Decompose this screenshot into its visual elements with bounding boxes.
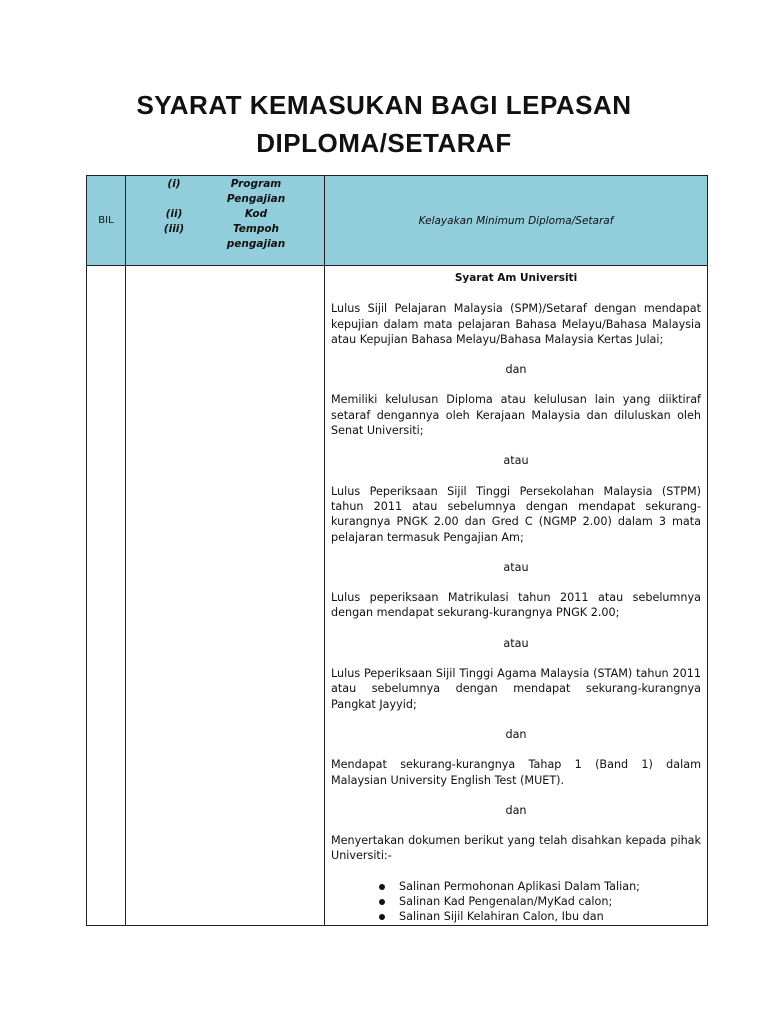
requirement-paragraph: Mendapat sekurang-kurangnya Tahap 1 (Band 1) dalam Malaysian University English Test (MUET).: [331, 758, 701, 787]
cell-kelayakan: [325, 266, 708, 926]
list-item-text: Salinan Permohonan Aplikasi Dalam Talian;: [399, 879, 640, 893]
header-kelayakan: Kelayakan Minimum Diploma/Setaraf: [325, 176, 708, 266]
item-number: (ii): [165, 208, 183, 220]
header-program: [126, 176, 325, 266]
document-list: [331, 879, 701, 925]
connector-text: atau: [503, 636, 529, 650]
title-line-1: SYARAT KEMASUKAN BAGI LEPASAN: [136, 90, 632, 120]
requirement-paragraph: Lulus Peperiksaan Sijil Tinggi Agama Malaysia (STAM) tahun 2011 atau sebelumnya dengan mendapat sekurang-kurangnya Pangkat Jayyid;: [331, 667, 701, 711]
item-text: Tempoh: [232, 223, 280, 235]
requirement-paragraph: Lulus Sijil Pelajaran Malaysia (SPM)/Setaraf dengan mendapat kepujian dalam mata pelajaran Bahasa Melayu/Bahasa Malaysia atau Kepujian Bahasa Melayu/Bahasa Malaysia Kertas Julai;: [331, 302, 701, 346]
connector-text: atau: [503, 454, 529, 468]
bullet-icon: [379, 899, 385, 905]
list-item-text: Salinan Sijil Kelahiran Calon, Ibu dan: [399, 910, 604, 924]
requirement-paragraph: Menyertakan dokumen berikut yang telah disahkan kepada pihak Universiti:-: [331, 834, 701, 863]
cell-bil: [87, 266, 126, 926]
requirement-paragraph: Lulus peperiksaan Matrikulasi tahun 2011 atau sebelumnya dengan mendapat sekurang-kurangnya PNGK 2.00;: [331, 591, 701, 620]
item-number: (iii): [163, 223, 185, 235]
requirement-paragraph: Lulus Peperiksaan Sijil Tinggi Persekolahan Malaysia (STPM) tahun 2011 atau sebelumnya dengan mendapat sekurang-kurangnya PNGK 2.00 dan Gred C (NGMP 2.00) dalam 3 mata pelajaran termasuk Pengajian Am;: [331, 484, 701, 544]
item-text: pengajian: [226, 238, 286, 250]
item-text: Pengajian: [226, 193, 286, 205]
list-item: [399, 894, 701, 909]
table-row: [87, 266, 708, 926]
table-header-row: [87, 176, 708, 266]
bullet-icon: [379, 914, 385, 920]
connector-text: atau: [503, 560, 529, 574]
kelayakan-content: [325, 266, 707, 925]
item-text: Program: [230, 178, 282, 190]
item-number: (i): [167, 178, 181, 190]
list-item: [399, 909, 701, 924]
item-text: Kod: [244, 208, 268, 220]
bullet-icon: [379, 884, 385, 890]
requirement-paragraph: Memiliki kelulusan Diploma atau kelulusan lain yang diiktiraf setaraf dengannya oleh Kerajaan Malaysia dan diluluskan oleh Senat Universiti;: [331, 393, 701, 438]
header-bil: BIL: [87, 176, 126, 266]
cell-program: [126, 266, 325, 926]
title-line-2: DIPLOMA/SETARAF: [256, 128, 512, 158]
list-item-text: Salinan Kad Pengenalan/MyKad calon;: [399, 895, 613, 909]
connector-text: dan: [505, 727, 527, 741]
document-title: [0, 86, 768, 162]
connector-text: dan: [505, 363, 527, 377]
connector-text: dan: [505, 803, 527, 817]
section-heading: Syarat Am Universiti: [454, 272, 578, 284]
requirements-table: [86, 175, 708, 926]
list-item: [399, 879, 701, 894]
